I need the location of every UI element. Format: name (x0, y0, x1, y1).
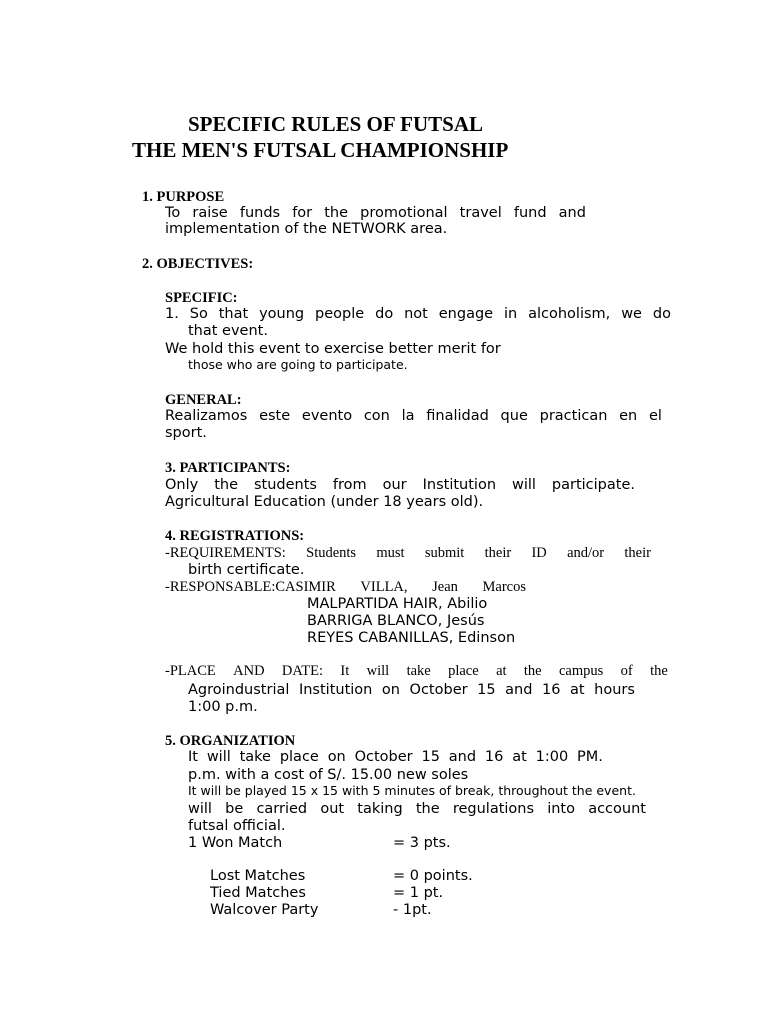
word: take (406, 663, 431, 679)
document-title-line2: THE MEN'S FUTSAL CHAMPIONSHIP (132, 138, 509, 162)
word: este (259, 408, 291, 424)
points-value-tied: = 1 pt. (393, 885, 444, 901)
word: and (448, 749, 477, 765)
word: their (624, 545, 651, 561)
word: Institution (298, 682, 373, 698)
word: the (214, 477, 238, 493)
word: Marcos (482, 579, 526, 595)
word: Jean (432, 579, 458, 595)
word: at (512, 749, 527, 765)
word: Realizamos (165, 408, 248, 424)
document-title-line1: SPECIFIC RULES OF FUTSAL (188, 112, 484, 136)
word: of (620, 663, 633, 679)
word: regulations (452, 801, 535, 817)
points-label-walkover: Walcover Party (210, 902, 319, 918)
organization-line4 (188, 801, 646, 817)
general-line2: sport. (165, 425, 207, 441)
place-line3: 1:00 p.m. (188, 699, 258, 715)
word: their (484, 545, 512, 561)
word: 1:00 (535, 749, 569, 765)
requirements-line2: birth certificate. (188, 562, 305, 578)
word: It (188, 749, 198, 765)
word: DATE: (281, 663, 324, 679)
responsable-name-3: REYES CABANILLAS, Edinson (307, 630, 516, 646)
points-value-lost: = 0 points. (393, 868, 473, 884)
word: PM. (577, 749, 603, 765)
participants-heading: 3. PARTICIPANTS: (165, 460, 291, 476)
word: taking (357, 801, 403, 817)
word: and (505, 682, 533, 698)
place-line2 (188, 682, 635, 698)
word: 1. (165, 306, 179, 322)
word: will (366, 663, 390, 679)
points-label-lost: Lost Matches (210, 868, 306, 884)
participants-line2: Agricultural Education (under 18 years old). (165, 494, 484, 510)
word: at (570, 682, 585, 698)
word: into (547, 801, 575, 817)
place-line1 (165, 663, 668, 680)
word: It (340, 663, 350, 679)
word: from (332, 477, 367, 493)
specific-line4: those who are going to participate. (188, 357, 408, 372)
word: raise (192, 205, 228, 221)
word: AND (233, 663, 265, 679)
word: and (558, 205, 586, 221)
word: for (292, 205, 313, 221)
points-label-won: 1 Won Match (188, 835, 283, 851)
word: 15 (477, 682, 496, 698)
word: the (415, 801, 440, 817)
word: Institution (422, 477, 497, 493)
word: account (588, 801, 646, 817)
word: the (324, 205, 349, 221)
purpose-line1 (165, 205, 586, 221)
word: -PLACE (165, 663, 216, 679)
requirements-line1 (165, 545, 651, 562)
word: engage (438, 306, 494, 322)
specific-line2: that event. (188, 323, 268, 339)
word: el (649, 408, 662, 424)
word: young (259, 306, 305, 322)
registrations-heading: 4. REGISTRATIONS: (165, 528, 305, 544)
word: campus (559, 663, 604, 679)
word: take (239, 749, 271, 765)
word: on (381, 682, 400, 698)
word: the (650, 663, 668, 679)
word: 16 (542, 682, 561, 698)
word: the (523, 663, 542, 679)
word: people (315, 306, 365, 322)
organization-line3: It will be played 15 x 15 with 5 minutes of break, throughout the event. (188, 783, 636, 798)
word: 16 (484, 749, 504, 765)
word: 15 (421, 749, 440, 765)
word: promotional (360, 205, 448, 221)
word: Students (306, 545, 357, 561)
organization-line2: p.m. with a cost of S/. 15.00 new soles (188, 767, 469, 783)
objectives-heading: 2. OBJECTIVES: (142, 256, 254, 272)
word: October (354, 749, 413, 765)
responsable-label (165, 579, 526, 596)
word: que (500, 408, 528, 424)
word: will (188, 801, 212, 817)
word: on (327, 749, 346, 765)
word: Only (165, 477, 199, 493)
word: So (189, 306, 208, 322)
word: evento (301, 408, 353, 424)
specific-line3: We hold this event to exercise better merit for (165, 341, 501, 357)
word: participate. (551, 477, 635, 493)
word: place (448, 663, 479, 679)
word: do (375, 306, 394, 322)
word: hours (594, 682, 635, 698)
word: will (206, 749, 231, 765)
responsable-name-1: MALPARTIDA HAIR, Abilio (307, 596, 488, 612)
word: out (320, 801, 345, 817)
purpose-heading: 1. PURPOSE (142, 189, 225, 205)
organization-line1 (188, 749, 603, 765)
word: funds (239, 205, 281, 221)
word: travel (459, 205, 502, 221)
word: will (511, 477, 536, 493)
specific-line1 (165, 306, 671, 322)
organization-line5: futsal official. (188, 818, 286, 834)
word: be (225, 801, 244, 817)
specific-heading: SPECIFIC: (165, 290, 238, 306)
word: our (382, 477, 407, 493)
word: students (253, 477, 317, 493)
word: and/or (567, 545, 605, 561)
organization-heading: 5. ORGANIZATION (165, 733, 296, 749)
word: do (652, 306, 671, 322)
general-heading: GENERAL: (165, 392, 242, 408)
word: practican (539, 408, 608, 424)
word: we (621, 306, 642, 322)
word: fund (513, 205, 547, 221)
word: Agroindustrial (188, 682, 290, 698)
general-line1 (165, 408, 662, 424)
word: that (218, 306, 249, 322)
word: finalidad (426, 408, 489, 424)
word: con (363, 408, 390, 424)
word: in (503, 306, 518, 322)
word: not (404, 306, 428, 322)
points-label-tied: Tied Matches (210, 885, 306, 901)
word: October (409, 682, 468, 698)
word: en (619, 408, 638, 424)
points-value-walkover: - 1pt. (393, 902, 432, 918)
word: must (376, 545, 405, 561)
word: place (279, 749, 319, 765)
responsable-name-2: BARRIGA BLANCO, Jesús (307, 613, 485, 629)
word: alcoholism, (528, 306, 611, 322)
word: at (496, 663, 507, 679)
word: VILLA, (360, 579, 408, 595)
word: -RESPONSABLE:CASIMIR (165, 579, 336, 595)
word: submit (424, 545, 465, 561)
points-value-won: = 3 pts. (393, 835, 451, 851)
word: ID (531, 545, 547, 561)
participants-line1 (165, 477, 635, 493)
purpose-line2: implementation of the NETWORK area. (165, 221, 448, 237)
word: To (165, 205, 181, 221)
word: -REQUIREMENTS: (165, 545, 286, 561)
word: la (401, 408, 415, 424)
word: carried (256, 801, 308, 817)
